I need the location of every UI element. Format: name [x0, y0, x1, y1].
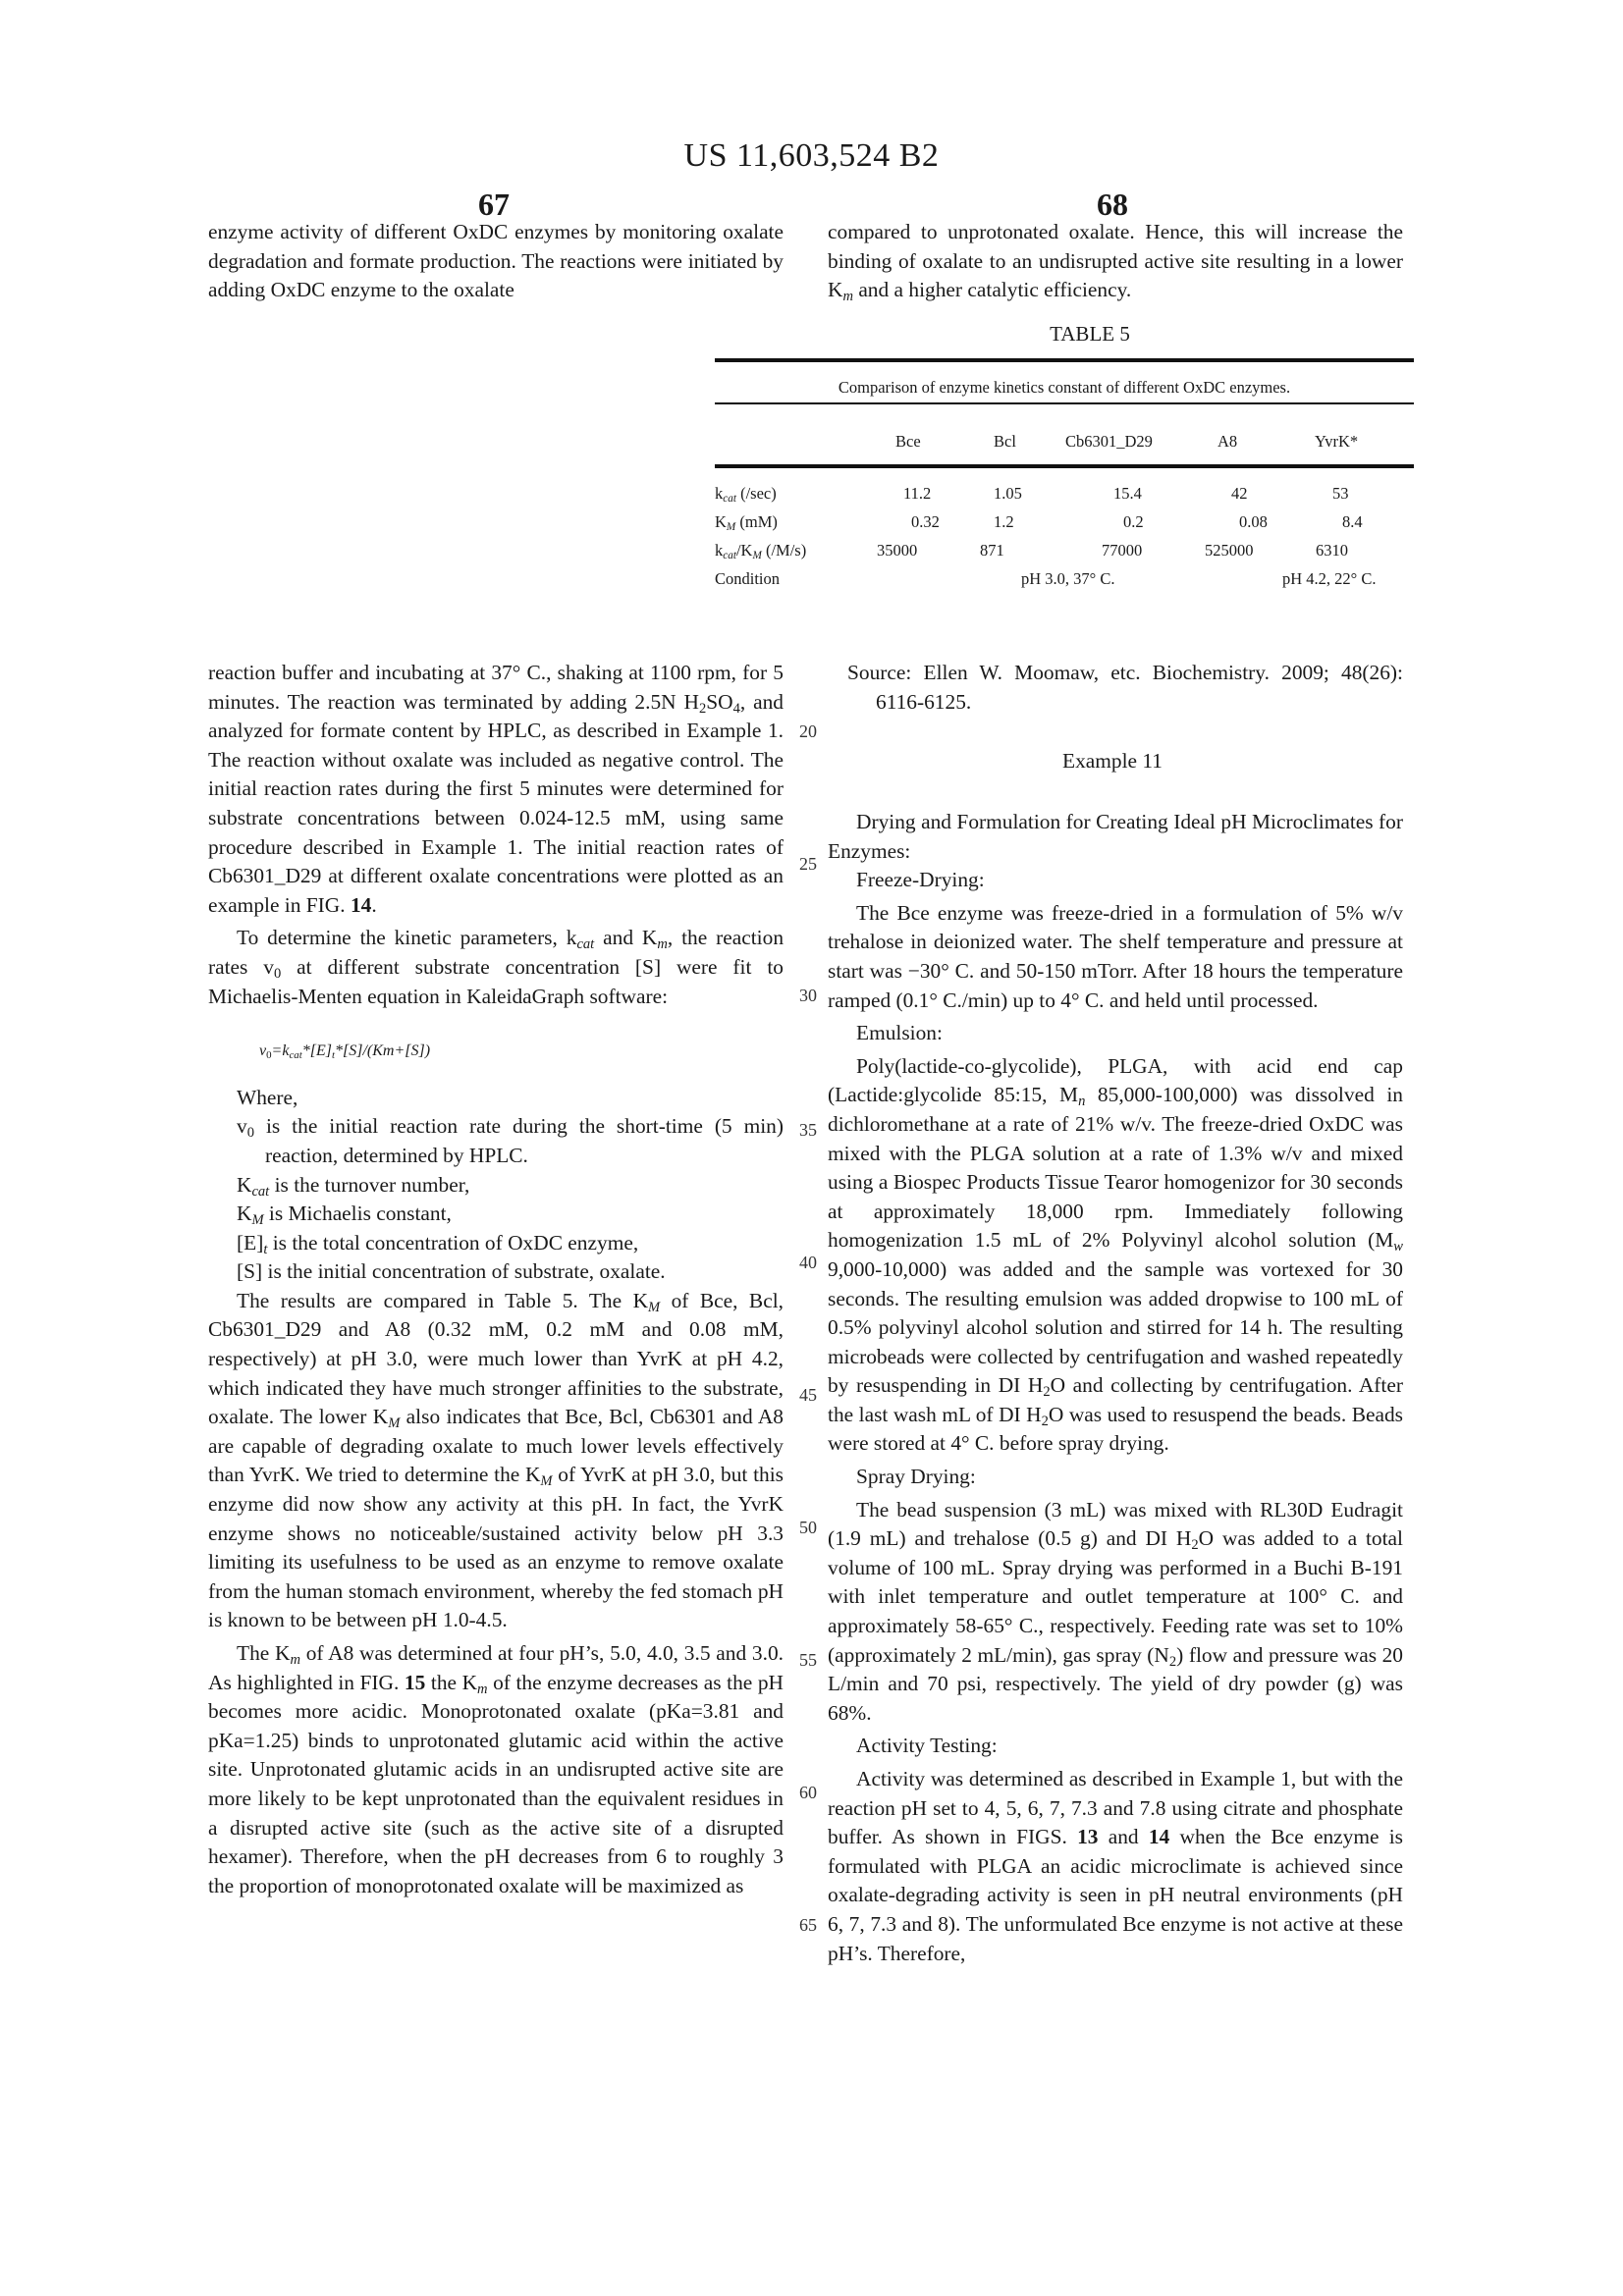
table-header-yvrk: YvrK*	[1315, 432, 1359, 451]
table-cell: 525000	[1205, 541, 1254, 560]
table-cell: 1.2	[994, 512, 1014, 531]
table-cell: 35000	[877, 541, 918, 560]
table-header-rule	[715, 464, 1414, 468]
right-column	[828, 659, 1403, 717]
table-row-label: $k_{cat}/K_M$ (/M/s)	[715, 541, 807, 562]
line-number: 55	[799, 1650, 817, 1670]
line-number: 65	[799, 1915, 817, 1935]
line-number: 35	[799, 1120, 817, 1140]
paragraph: Activity was determined as described in Example 1, but with the reaction pH set to 4, 5, 6, 7, 7.3 and 7.8 using citrate and phosphate buffer. As shown in FIGS. 13 and 14 when the Bce enzyme is formulated with PLGA an acidic microclimate is achieved since oxalate-degrading activity is seen in pH neutral environments (pH 6, 7, 7.3 and 8). The unformulated Bce enzyme is not active at these pH’s. Therefore,	[828, 1767, 1403, 1965]
line-number: 25	[799, 854, 817, 874]
patent-number: US 11,603,524 B2	[683, 137, 940, 174]
right-column-body	[828, 808, 1403, 1968]
table-cell: pH 3.0, 37° C.	[1021, 569, 1115, 588]
paragraph: Poly(lactide-co-glycolide), PLGA, with acid end cap (Lactide:glycolide 85:15, $M_n$ 85,000-100,000) was dissolved in dichloromethane at a rate of 21% w/v. The freeze-dried OxDC was mixed with the PLGA solution at a rate of 1.3% w/v and mixed using a Biospec Products Tissue Tearor homogenizor for 30 seconds at approximately 18,000 rpm. Immediately following homogenization 1.5 mL of 2% Polyvinyl alcohol solution ($M_w$ 9,000-10,000) was added and the sample was vortexed for 30 seconds. The resulting emulsion was added dropwise to 100 mL of 0.5% polyvinyl alcohol solution and stirred for 14 h. The resulting microbeads were collected by centrifugation and washed repeatedly by resuspending in DI $H_2O$ and collecting by centrifugation. After the last wash mL of DI $H_2O$ was used to resuspend the beads. Beads were stored at 4° C. before spray drying.	[828, 1053, 1403, 1456]
table-cell: 1.05	[994, 484, 1022, 503]
table-row-label: $K_M$ (mM)	[715, 512, 778, 534]
right-column-top	[828, 218, 1403, 305]
definition-item: $K_{cat}$ is the turnover number,	[237, 1172, 470, 1200]
table-cell: pH 4.2, 22° C.	[1282, 569, 1377, 588]
table-row-label: $k_{cat}$ (/sec)	[715, 484, 777, 506]
line-number: 50	[799, 1518, 817, 1537]
left-column-top	[208, 218, 784, 305]
paragraph: compared to unprotonated oxalate. Hence, this will increase the binding of oxalate to an undisrupted active site resulting in a lower $K_m$ and a higher catalytic efficiency.	[828, 220, 1403, 305]
table-row-label: Condition	[715, 569, 781, 588]
michaelis-menten-equation: $v_0=k_{cat}*[E]_t*[S]/(Km+[S])$	[259, 1042, 431, 1062]
table-caption-rule	[715, 402, 1414, 404]
line-number: 20	[799, 721, 817, 741]
paragraph: reaction buffer and incubating at 37° C., shaking at 1100 rpm, for 5 minutes. The reaction was terminated by adding 2.5N $H_2SO_4$, and analyzed for formate content by HPLC, as described in Example 1. The reaction without oxalate was included as negative control. The initial reaction rates during the first 5 minutes were determined for substrate concentrations between 0.024-12.5 mM, using same procedure described in Example 1. The initial reaction rates of Cb6301_D29 at different oxalate concentrations were plotted as an example in FIG. 14.	[208, 661, 784, 917]
table-top-rule	[715, 358, 1414, 362]
definition-item: [S] is the initial concentration of substrate, oxalate.	[237, 1259, 666, 1284]
subheading-freeze-drying: Freeze-Drying:	[856, 868, 985, 892]
table-title: TABLE 5	[1050, 322, 1130, 346]
table-header-bcl: Bcl	[994, 432, 1016, 451]
line-number: 45	[799, 1385, 817, 1405]
where-label: Where,	[237, 1085, 298, 1109]
line-number: 30	[799, 986, 817, 1005]
line-number: 40	[799, 1253, 817, 1272]
table-header-bce: Bce	[895, 432, 921, 451]
table-cell: 8.4	[1342, 512, 1363, 531]
table-cell: 11.2	[903, 484, 932, 503]
table-cell: 6310	[1316, 541, 1348, 560]
paragraph: The bead suspension (3 mL) was mixed with RL30D Eudragit (1.9 mL) and trehalose (0.5 g) and DI $H_2O$ was added to a total volume of 100 mL. Spray drying was performed in a Buchi B-191 with inlet temperature and outlet temperature at 100° C. and approximately 58-65° C., respectively. Feeding rate was set to 10% (approximately 2 mL/min), gas spray $(N_2)$ flow and pressure was 20 L/min and 70 psi, respectively. The yield of dry powder (g) was 68%.	[828, 1497, 1403, 1725]
table-cell: 871	[980, 541, 1004, 560]
line-number: 60	[799, 1783, 817, 1802]
subheading-emulsion: Emulsion:	[856, 1021, 943, 1045]
paragraph: The $K_m$ of A8 was determined at four pH’s, 5.0, 4.0, 3.5 and 3.0. As highlighted in FIG. 15 the $K_m$ of the enzyme decreases as the pH becomes more acidic. Monoprotonated oxalate (pKa=3.81 and pKa=1.25) binds to unprotonated glutamic acid within the active site. Unprotonated glutamic acids in an undisrupted active site are more likely to be kept unprotonated than the equivalent residues in a disrupted active site (such as the active site of a disrupted hexamer). Therefore, when the pH decreases from 6 to roughly 3 the proportion of monoprotonated oxalate will be maximized as	[208, 1641, 784, 1897]
definition-item: $K_M$ is Michaelis constant,	[237, 1201, 452, 1229]
left-column	[208, 659, 784, 1900]
table-caption: Comparison of enzyme kinetics constant of different OxDC enzymes.	[838, 378, 1291, 397]
table-cell: 15.4	[1113, 484, 1142, 503]
definition-item: $v_0$ is the initial reaction rate during the short-time (5 min) reaction, determined by HPLC.	[237, 1114, 784, 1167]
source-citation: Source: Ellen W. Moomaw, etc. Biochemistry. 2009; 48(26): 6116-6125.	[847, 661, 1403, 714]
paragraph: To determine the kinetic parameters, $k_{cat}$ and $K_m$, the reaction rates $v_0$ at different substrate concentration [S] were fit to Michaelis-Menten equation in KaleidaGraph software:	[208, 926, 784, 1008]
table-cell: 77000	[1102, 541, 1143, 560]
table-cell: 53	[1332, 484, 1349, 503]
table-cell: 0.32	[911, 512, 940, 531]
table-cell: 0.08	[1239, 512, 1268, 531]
table-header-cb6301: Cb6301_D29	[1065, 432, 1153, 451]
table-header-a8: A8	[1217, 432, 1238, 451]
section-title: Drying and Formulation for Creating Ideal pH Microclimates for Enzymes:	[828, 810, 1403, 863]
paragraph: The results are compared in Table 5. The $K_M$ of Bce, Bcl, Cb6301_D29 and A8 (0.32 mM, 0.2 mM and 0.08 mM, respectively) at pH 3.0, were much lower than YvrK at pH 4.2, which indicated they have much stronger affinities to the substrate, oxalate. The lower $K_M$ also indicates that Bce, Bcl, Cb6301 and A8 are capable of degrading oxalate to much lower levels effectively than YvrK. We tried to determine the $K_M$ of YvrK at pH 3.0, but this enzyme did now show any activity at this pH. In fact, the YvrK enzyme shows no noticeable/sustained activity below pH 3.3 limiting its usefulness to be used as an enzyme to remove oxalate from the human stomach environment, whereby the fed stomach pH is known to be between pH 1.0-4.5.	[208, 1288, 784, 1632]
table-cell: 42	[1231, 484, 1248, 503]
table-cell: 0.2	[1123, 512, 1144, 531]
subheading-spray-drying: Spray Drying:	[856, 1465, 976, 1489]
paragraph: enzyme activity of different OxDC enzymes by monitoring oxalate degradation and formate production. The reactions were initiated by adding OxDC enzyme to the oxalate	[208, 220, 784, 302]
left-column-number: 67	[478, 187, 510, 222]
right-column-number: 68	[1097, 187, 1128, 222]
paragraph: The Bce enzyme was freeze-dried in a formulation of 5% w/v trehalose in deionized water. The shelf temperature and pressure at start was −30° C. and 50-150 mTorr. After 18 hours the temperature ramped (0.1° C./min) up to 4° C. and held until processed.	[828, 900, 1403, 1012]
example-heading: Example 11	[1062, 749, 1163, 773]
subheading-activity-testing: Activity Testing:	[856, 1734, 998, 1758]
definition-item: $[E]_t$ is the total concentration of OxDC enzyme,	[237, 1230, 639, 1257]
